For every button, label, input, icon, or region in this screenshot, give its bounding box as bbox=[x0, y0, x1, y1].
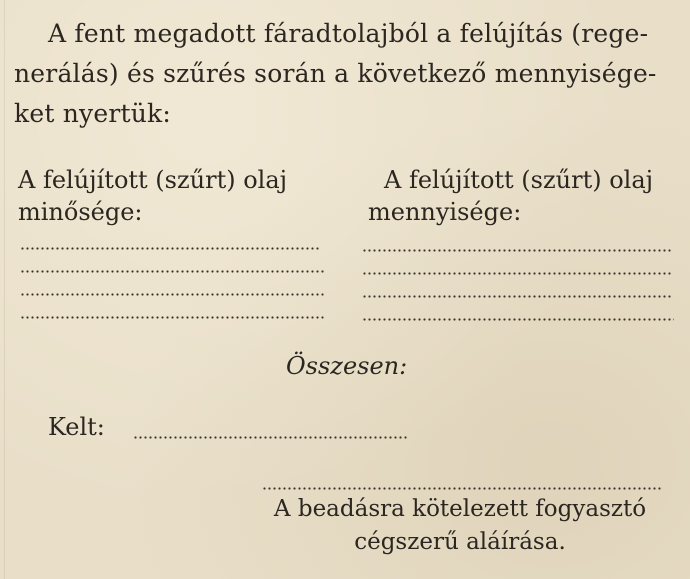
quantity-fill-line-4[interactable] bbox=[362, 318, 674, 321]
signature-fill-line[interactable] bbox=[262, 487, 662, 490]
paper-fold bbox=[4, 0, 5, 579]
quantity-heading-line-1: A felújított (szűrt) olaj bbox=[384, 166, 654, 194]
quantity-fill-line-3[interactable] bbox=[362, 295, 672, 298]
intro-line-2 bbox=[14, 54, 676, 94]
intro-line-1 bbox=[14, 14, 676, 54]
signature-line-2: cégszerű aláírása. bbox=[354, 529, 566, 555]
intro-text-1: A fent megadott fáradtolajból a felújítás (rege- bbox=[48, 19, 649, 48]
quality-column-heading bbox=[18, 164, 287, 228]
signature-caption bbox=[254, 493, 666, 559]
quality-fill-line-4[interactable] bbox=[20, 316, 326, 319]
dated-fill-line[interactable] bbox=[133, 436, 409, 439]
quality-fill-line-3[interactable] bbox=[20, 293, 326, 296]
dated-label: Kelt: bbox=[48, 413, 105, 441]
signature-line-1: A beadásra kötelezett fogyasztó bbox=[273, 496, 647, 522]
quantity-heading-line-2: mennyisége: bbox=[368, 198, 522, 226]
total-label: Összesen: bbox=[286, 352, 408, 380]
quality-fill-line-2[interactable] bbox=[20, 270, 326, 273]
intro-text-2: nerálás) és szűrés során a következő mennyisége- bbox=[14, 59, 657, 88]
quantity-column-heading bbox=[368, 164, 653, 228]
quantity-fill-line-2[interactable] bbox=[362, 272, 672, 275]
intro-paragraph bbox=[14, 14, 676, 134]
intro-text-3: ket nyertük: bbox=[14, 99, 172, 128]
intro-line-3 bbox=[14, 94, 676, 134]
quantity-fill-line-1[interactable] bbox=[362, 249, 672, 252]
quality-heading-line-2: minősége: bbox=[18, 198, 143, 226]
quality-heading-line-1: A felújított (szűrt) olaj bbox=[18, 166, 288, 194]
quality-fill-line-1[interactable] bbox=[20, 247, 320, 250]
